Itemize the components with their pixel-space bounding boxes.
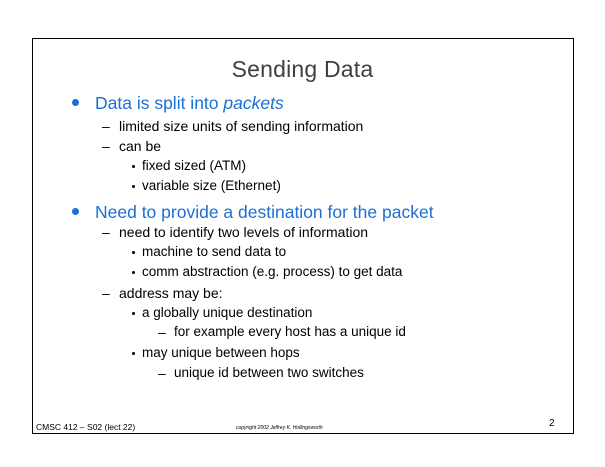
bullet-2-sub-1-item-1: machine to send data to <box>142 244 287 259</box>
bullet-1-sub-2-item-2: variable size (Ethernet) <box>142 178 281 193</box>
dash-2-2-2: – <box>158 365 166 381</box>
bullet-2-sub-1-item-2: comm abstraction (e.g. process) to get data <box>142 264 403 279</box>
slide-title: Sending Data <box>231 56 374 82</box>
small-bullet-2-2-1 <box>132 312 135 315</box>
page-number: 2 <box>549 418 555 429</box>
bullet-dot-2 <box>72 208 79 215</box>
bullet-1-sub-2-item-1: fixed sized (ATM) <box>142 158 247 173</box>
dash-1-2: – <box>102 138 110 154</box>
bullet-1-text <box>95 93 284 114</box>
small-bullet-2-1-2 <box>132 271 135 274</box>
bullet-2-text: Need to provide a destination for the packet <box>95 202 434 222</box>
dash-1-1: – <box>102 118 110 134</box>
footer-course: CMSC 412 – S02 (lect 22) <box>36 422 136 432</box>
bullet-1-sub-2: can be <box>119 138 162 154</box>
small-bullet-2-2-2 <box>132 352 135 355</box>
bullet-1-prefix: Data is split into <box>95 93 224 113</box>
footer-copyright: copyright 2002 Jeffrey K. Hollingsworth <box>236 425 323 431</box>
bullet-2-sub-2-item-2-detail: unique id between two switches <box>174 365 364 380</box>
small-bullet-1-2-1 <box>132 165 135 168</box>
bullet-2-sub-1: need to identify two levels of information <box>119 224 369 240</box>
bullet-1-sub-1: limited size units of sending information <box>119 118 364 134</box>
bullet-2-sub-2-item-1: a globally unique destination <box>142 305 313 320</box>
bullet-2-sub-2-item-1-detail: for example every host has a unique id <box>174 324 406 339</box>
dash-2-2-1: – <box>158 324 166 340</box>
dash-2-2: – <box>102 285 110 301</box>
bullet-2-sub-2: address may be: <box>119 285 223 301</box>
bullet-1-emphasis: packets <box>223 93 284 113</box>
bullet-dot-1 <box>72 99 79 106</box>
dash-2-1: – <box>102 224 110 240</box>
small-bullet-2-1-1 <box>132 251 135 254</box>
small-bullet-1-2-2 <box>132 185 135 188</box>
bullet-2-sub-2-item-2: may unique between hops <box>142 345 300 360</box>
